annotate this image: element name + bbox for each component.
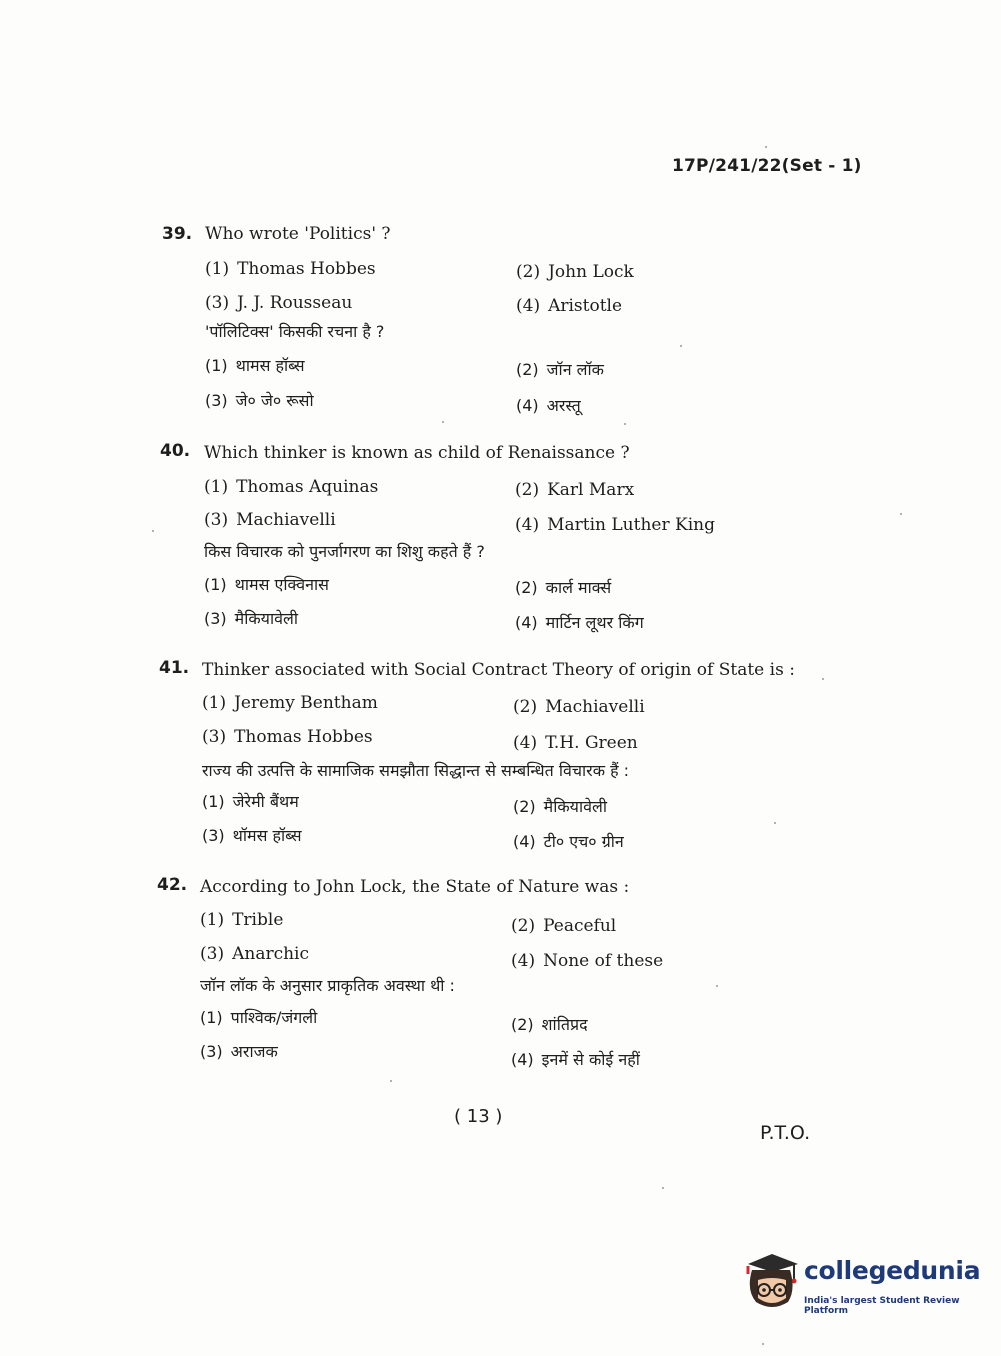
option-text: Aristotle <box>548 296 623 316</box>
option <box>205 354 305 376</box>
logo-wordmark: collegedunia <box>804 1256 981 1285</box>
option <box>200 1006 317 1028</box>
scan-speck <box>680 345 682 347</box>
scan-speck <box>442 421 444 423</box>
question-text-hi: राज्य की उत्पत्ति के सामाजिक समझौता सिद्धान्त से सम्बन्धित विचारक हैं : <box>202 761 630 780</box>
option-number: (2) <box>516 360 539 379</box>
option <box>513 830 624 852</box>
scan-speck <box>624 423 626 425</box>
option-text: मैकियावेली <box>234 609 298 628</box>
option-number: (4) <box>515 515 540 535</box>
option-text: Thomas Hobbes <box>237 259 376 279</box>
option-text: थामस एक्विनास <box>234 575 329 594</box>
option-number: (4) <box>516 296 541 316</box>
option <box>202 824 302 846</box>
option-number: (4) <box>511 1050 534 1069</box>
option <box>200 944 309 964</box>
scan-speck <box>662 1187 664 1189</box>
scan-speck <box>762 1343 764 1345</box>
option-number: (3) <box>202 727 227 747</box>
question-text-en: Thinker associated with Social Contract Theory of origin of State is : <box>202 660 795 680</box>
option-number: (1) <box>202 693 227 713</box>
option-text: Karl Marx <box>547 480 635 500</box>
option <box>204 477 378 497</box>
option-number: (2) <box>516 262 541 282</box>
option-number: (4) <box>516 396 539 415</box>
option-number: (2) <box>515 480 540 500</box>
option <box>515 480 634 500</box>
question-text-en: Which thinker is known as child of Renaissance ? <box>204 443 630 463</box>
scan-speck <box>822 678 824 680</box>
option-text: Anarchic <box>232 944 310 964</box>
question-text-hi: जॉन लॉक के अनुसार प्राकृतिक अवस्था थी : <box>200 976 455 995</box>
page-number: ( 13 ) <box>454 1106 503 1127</box>
option <box>205 389 314 411</box>
paper-code: 17P/241/22(Set - 1) <box>672 156 862 176</box>
option-number: (1) <box>205 259 230 279</box>
option <box>200 910 283 930</box>
option <box>202 790 299 812</box>
option <box>516 296 622 316</box>
option-text: Machiavelli <box>236 510 336 530</box>
scan-speck <box>774 822 776 824</box>
option-text: थॉमस हॉब्स <box>232 826 302 845</box>
option-text: जेरेमी बैंथम <box>232 792 299 811</box>
option-number: (2) <box>511 1015 534 1034</box>
option <box>513 733 638 753</box>
option-text: Martin Luther King <box>547 515 715 535</box>
question-number: 40. <box>160 441 191 461</box>
option-text: John Lock <box>548 262 634 282</box>
option-number: (3) <box>200 1042 223 1061</box>
option-number: (3) <box>202 826 225 845</box>
option <box>200 1040 278 1062</box>
option <box>513 697 645 717</box>
option <box>202 727 373 747</box>
option-number: (1) <box>205 356 228 375</box>
option <box>513 795 607 817</box>
option-text: मार्टिन लूथर किंग <box>545 613 644 632</box>
question-text-en: According to John Lock, the State of Nature was : <box>200 877 630 897</box>
option-text: जॉन लॉक <box>546 360 604 379</box>
option-number: (1) <box>200 910 225 930</box>
option <box>515 576 611 598</box>
scan-speck <box>900 513 902 515</box>
question-number: 39. <box>162 224 193 244</box>
option-number: (2) <box>513 697 538 717</box>
logo-tagline: India's largest Student Review Platform <box>804 1296 960 1316</box>
option-text: मैकियावेली <box>543 797 607 816</box>
question-text-hi: 'पॉलिटिक्स' किसकी रचना है ? <box>205 322 385 341</box>
question-number: 42. <box>157 875 188 895</box>
option <box>204 510 336 530</box>
option-number: (1) <box>200 1008 223 1027</box>
option-text: Jeremy Bentham <box>234 693 378 713</box>
option-number: (4) <box>513 832 536 851</box>
scan-speck <box>716 985 718 987</box>
option-number: (3) <box>204 510 229 530</box>
option <box>511 1048 640 1070</box>
option-text: None of these <box>543 951 664 971</box>
option-text: Machiavelli <box>545 697 645 717</box>
option <box>511 951 663 971</box>
option-number: (4) <box>511 951 536 971</box>
scan-speck <box>765 146 767 148</box>
question-text-hi: किस विचारक को पुनर्जागरण का शिशु कहते हैं ? <box>204 542 485 561</box>
pto-label: P.T.O. <box>760 1122 811 1144</box>
option-number: (1) <box>202 792 225 811</box>
scan-speck <box>390 1080 392 1082</box>
option <box>511 1013 588 1035</box>
option-number: (4) <box>515 613 538 632</box>
option-number: (4) <box>513 733 538 753</box>
question-text-en: Who wrote 'Politics' ? <box>205 224 391 244</box>
option <box>511 916 616 936</box>
option-text: अरस्तू <box>546 396 581 415</box>
collegedunia-logo <box>742 1250 981 1318</box>
option-number: (3) <box>205 391 228 410</box>
option-text: Peaceful <box>543 916 617 936</box>
option-text: पाश्विक/जंगली <box>230 1008 318 1027</box>
option <box>205 259 376 279</box>
mascot-icon <box>742 1250 802 1312</box>
option <box>515 515 715 535</box>
option <box>516 262 634 282</box>
scan-speck <box>152 530 154 532</box>
option-text: Thomas Hobbes <box>234 727 373 747</box>
option <box>205 293 352 313</box>
option-text: T.H. Green <box>545 733 638 753</box>
option-number: (1) <box>204 477 229 497</box>
option-text: थामस हॉब्स <box>235 356 305 375</box>
option-text: शांतिप्रद <box>541 1015 588 1034</box>
option-number: (2) <box>515 578 538 597</box>
option-text: Trible <box>232 910 284 930</box>
option-number: (2) <box>513 797 536 816</box>
option <box>516 358 604 380</box>
option-text: J. J. Rousseau <box>237 293 353 313</box>
option-text: टी० एच० ग्रीन <box>543 832 624 851</box>
option-number: (3) <box>205 293 230 313</box>
option <box>204 607 298 629</box>
option <box>516 394 581 416</box>
option <box>515 611 644 633</box>
option-text: Thomas Aquinas <box>236 477 379 497</box>
option-text: अराजक <box>230 1042 278 1061</box>
option-number: (3) <box>204 609 227 628</box>
option-number: (3) <box>200 944 225 964</box>
question-number: 41. <box>159 658 190 678</box>
option <box>202 693 378 713</box>
option-text: कार्ल मार्क्स <box>545 578 612 597</box>
option-text: जे० जे० रूसो <box>235 391 314 410</box>
option <box>204 573 329 595</box>
option-text: इनमें से कोई नहीं <box>541 1050 640 1069</box>
option-number: (2) <box>511 916 536 936</box>
option-number: (1) <box>204 575 227 594</box>
